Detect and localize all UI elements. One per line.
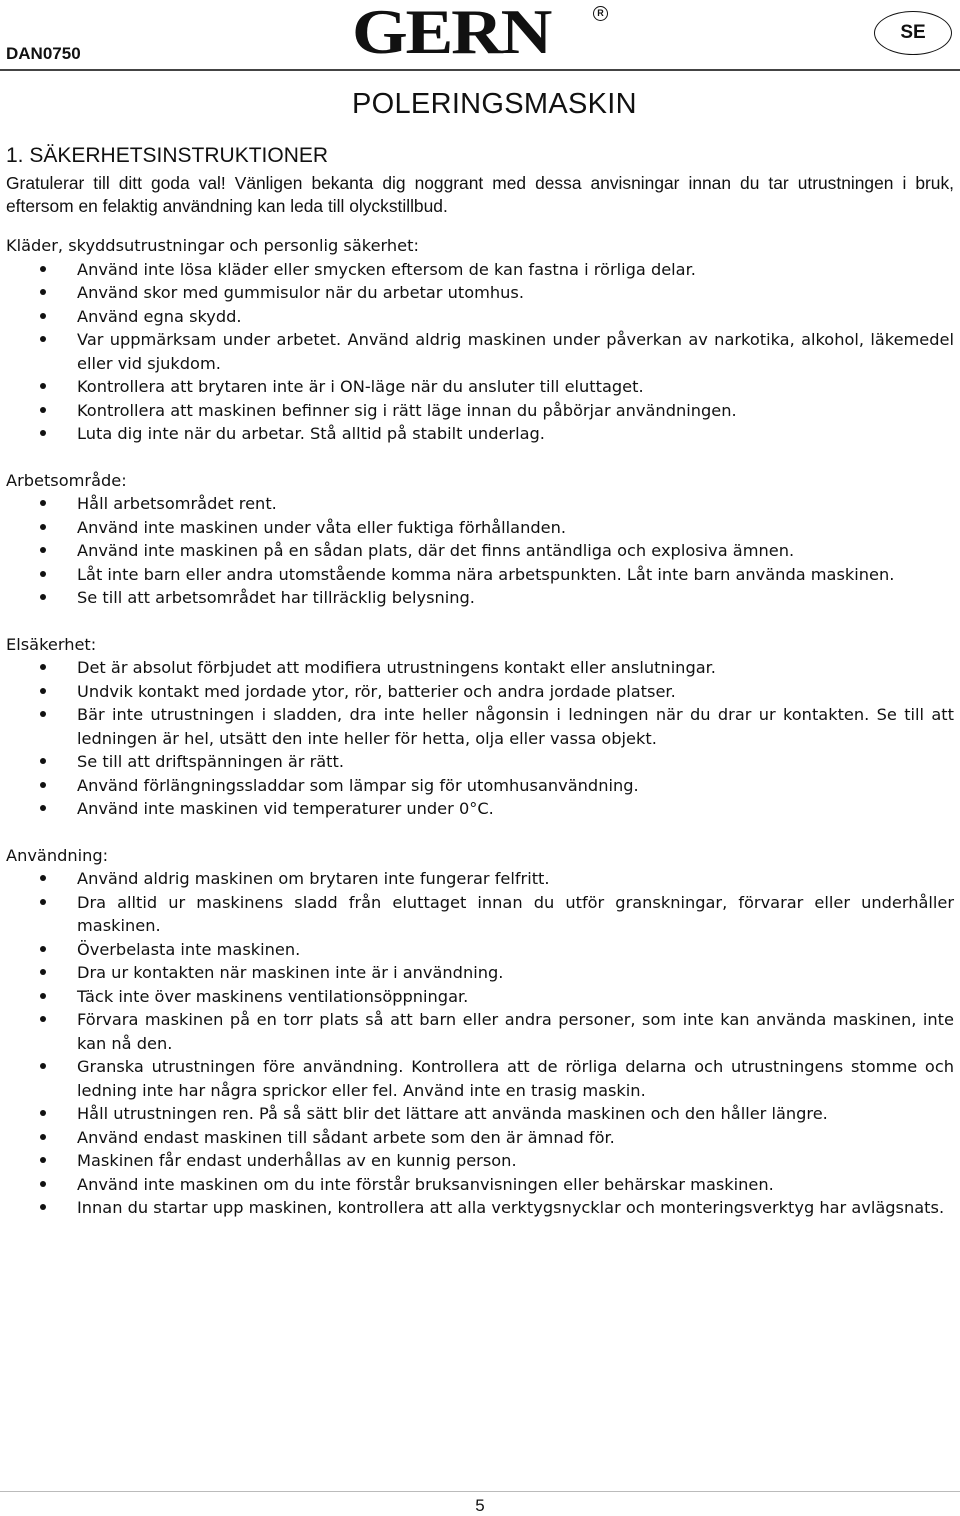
list-item-text: Maskinen får endast underhållas av en kunnig person. xyxy=(77,1151,517,1170)
list-item-text: Använd inte maskinen om du inte förstår bruksanvisningen eller behärskar maskinen. xyxy=(77,1174,774,1194)
list-item-text: Överbelasta inte maskinen. xyxy=(77,939,301,959)
list-item-text: Håll utrustningen ren. På så sätt blir det lättare att använda maskinen och den håller längre. xyxy=(77,1104,828,1123)
bullet-icon xyxy=(40,594,46,600)
list-item-text: Använd inte lösa kläder eller smycken eftersom de kan fastna i rörliga delar. xyxy=(77,259,696,279)
bullet-icon xyxy=(40,758,46,764)
bullet-icon xyxy=(40,805,46,811)
list-item xyxy=(6,1126,954,1150)
bullet-icon xyxy=(40,383,46,389)
bullet-icon xyxy=(40,664,46,670)
bullet-list xyxy=(6,656,954,821)
list-item-text: Bär inte utrustningen i sladden, dra inte heller någonsin i ledningen när du drar ur kontakten. Se till att ledningen är hel, utsätt den inte heller för hetta, olja eller vassa objekt. xyxy=(77,705,954,748)
list-item xyxy=(6,586,954,610)
list-item-text: Kontrollera att maskinen befinner sig i rätt läge innan du påbörjar användningen. xyxy=(77,400,737,420)
list-item-text: Använd aldrig maskinen om brytaren inte fungerar felfritt. xyxy=(77,869,550,888)
group-heading: Elsäkerhet: xyxy=(6,634,97,654)
bullet-icon xyxy=(40,336,46,342)
list-item-text: Dra alltid ur maskinens sladd från eluttaget innan du utför granskningar, förvarar eller underhåller maskinen. xyxy=(77,892,954,935)
bullet-icon xyxy=(40,688,46,694)
page-number: 5 xyxy=(475,1496,485,1515)
bullet-icon xyxy=(40,500,46,506)
document-code: DAN0750 xyxy=(6,44,81,63)
list-item xyxy=(6,516,954,540)
list-item xyxy=(6,1196,954,1220)
list-item xyxy=(6,492,954,516)
bullet-icon xyxy=(40,1181,46,1187)
list-item-text: Luta dig inte när du arbetar. Stå alltid på stabilt underlag. xyxy=(77,424,545,443)
footer-divider xyxy=(0,1491,960,1492)
group-heading: Arbetsområde: xyxy=(6,470,127,490)
list-item-text: Använd inte maskinen på en sådan plats, där det finns antändliga och explosiva ämnen. xyxy=(77,541,795,560)
list-item xyxy=(6,1149,954,1173)
list-item xyxy=(6,680,954,704)
bullet-icon xyxy=(40,946,46,952)
list-item xyxy=(6,1055,954,1102)
list-item-text: Håll arbetsområdet rent. xyxy=(77,494,277,513)
bullet-icon xyxy=(40,266,46,272)
list-item xyxy=(6,750,954,774)
list-item xyxy=(6,281,954,305)
bullet-icon xyxy=(40,524,46,530)
bullet-list xyxy=(6,867,954,1220)
product-title: POLERINGSMASKIN xyxy=(352,88,637,120)
bullet-icon xyxy=(40,969,46,975)
list-item xyxy=(6,961,954,985)
list-item xyxy=(6,867,954,891)
instruction-groups xyxy=(6,234,954,1243)
page-header xyxy=(0,0,960,72)
registered-trademark-icon: R xyxy=(593,6,608,21)
list-item-text: Låt inte barn eller andra utomstående komma nära arbetspunkten. Låt inte barn använda maskinen. xyxy=(77,564,895,584)
bullet-icon xyxy=(40,1134,46,1140)
list-item xyxy=(6,774,954,798)
bullet-list xyxy=(6,492,954,610)
bullet-icon xyxy=(40,782,46,788)
group-heading: Användning: xyxy=(6,845,109,865)
language-badge: SE xyxy=(874,11,952,55)
list-item xyxy=(6,305,954,329)
list-item-text: Täck inte över maskinens ventilationsöppningar. xyxy=(77,986,469,1006)
list-item-text: Innan du startar upp maskinen, kontrollera att alla verktygsnycklar och monteringsverktyg har avlägsnats. xyxy=(77,1198,945,1217)
bullet-icon xyxy=(40,1204,46,1210)
bullet-icon xyxy=(40,407,46,413)
bullet-icon xyxy=(40,289,46,295)
list-item-text: Se till att arbetsområdet har tillräcklig belysning. xyxy=(77,588,475,607)
bullet-icon xyxy=(40,1016,46,1022)
bullet-icon xyxy=(40,993,46,999)
list-item-text: Kontrollera att brytaren inte är i ON-läge när du ansluter till eluttaget. xyxy=(77,377,644,396)
bullet-icon xyxy=(40,711,46,717)
list-item xyxy=(6,703,954,750)
list-item xyxy=(6,1008,954,1055)
instruction-group xyxy=(6,633,954,821)
list-item xyxy=(6,891,954,938)
list-item-text: Det är absolut förbjudet att modifiera utrustningens kontakt eller anslutningar. xyxy=(77,658,716,677)
list-item xyxy=(6,422,954,446)
instruction-group xyxy=(6,844,954,1220)
section-heading: 1. SÄKERHETSINSTRUKTIONER xyxy=(6,144,329,167)
list-item-text: Förvara maskinen på en torr plats så att barn eller andra personer, som inte kan använda maskinen, inte kan nå den. xyxy=(77,1010,954,1053)
bullet-icon xyxy=(40,1157,46,1163)
bullet-icon xyxy=(40,571,46,577)
bullet-icon xyxy=(40,547,46,553)
instruction-group xyxy=(6,234,954,446)
intro-paragraph: Gratulerar till ditt goda val! Vänligen bekanta dig noggrant med dessa anvisningar innan du tar utrustningen i bruk, eftersom en felaktig användning kan leda till olyckstillbud. xyxy=(6,173,954,216)
bullet-icon xyxy=(40,1110,46,1116)
bullet-icon xyxy=(40,313,46,319)
list-item xyxy=(6,985,954,1009)
list-item-text: Använd förlängningssladdar som lämpar sig för utomhusanvändning. xyxy=(77,775,639,795)
instruction-group xyxy=(6,469,954,610)
header-divider xyxy=(0,69,960,71)
list-item-text: Använd inte maskinen under våta eller fuktiga förhållanden. xyxy=(77,517,566,537)
list-item xyxy=(6,656,954,680)
list-item xyxy=(6,539,954,563)
list-item xyxy=(6,375,954,399)
list-item xyxy=(6,1173,954,1197)
list-item xyxy=(6,563,954,587)
bullet-icon xyxy=(40,899,46,905)
list-item-text: Dra ur kontakten när maskinen inte är i användning. xyxy=(77,963,504,982)
bullet-icon xyxy=(40,875,46,881)
list-item-text: Se till att driftspänningen är rätt. xyxy=(77,752,344,771)
group-heading: Kläder, skyddsutrustningar och personlig säkerhet: xyxy=(6,236,419,255)
list-item xyxy=(6,258,954,282)
list-item xyxy=(6,328,954,375)
list-item-text: Använd inte maskinen vid temperaturer under 0°C. xyxy=(77,799,494,818)
bullet-list xyxy=(6,258,954,446)
list-item xyxy=(6,399,954,423)
bullet-icon xyxy=(40,1063,46,1069)
list-item-text: Använd skor med gummisulor när du arbetar utomhus. xyxy=(77,283,524,302)
list-item-text: Granska utrustningen före användning. Kontrollera att de rörliga delarna och utrustningens stomme och ledning inte har några sprickor eller fel. Använd inte en trasig maskin. xyxy=(77,1057,954,1100)
brand-logo: GERN xyxy=(352,0,551,67)
list-item xyxy=(6,797,954,821)
list-item xyxy=(6,1102,954,1126)
list-item xyxy=(6,938,954,962)
list-item-text: Använd endast maskinen till sådant arbete som den är ämnad för. xyxy=(77,1127,615,1147)
bullet-icon xyxy=(40,430,46,436)
list-item-text: Undvik kontakt med jordade ytor, rör, batterier och andra jordade platser. xyxy=(77,681,676,701)
list-item-text: Var uppmärksam under arbetet. Använd aldrig maskinen under påverkan av narkotika, alkohol, läkemedel eller vid sjukdom. xyxy=(77,330,954,373)
list-item-text: Använd egna skydd. xyxy=(77,306,242,326)
